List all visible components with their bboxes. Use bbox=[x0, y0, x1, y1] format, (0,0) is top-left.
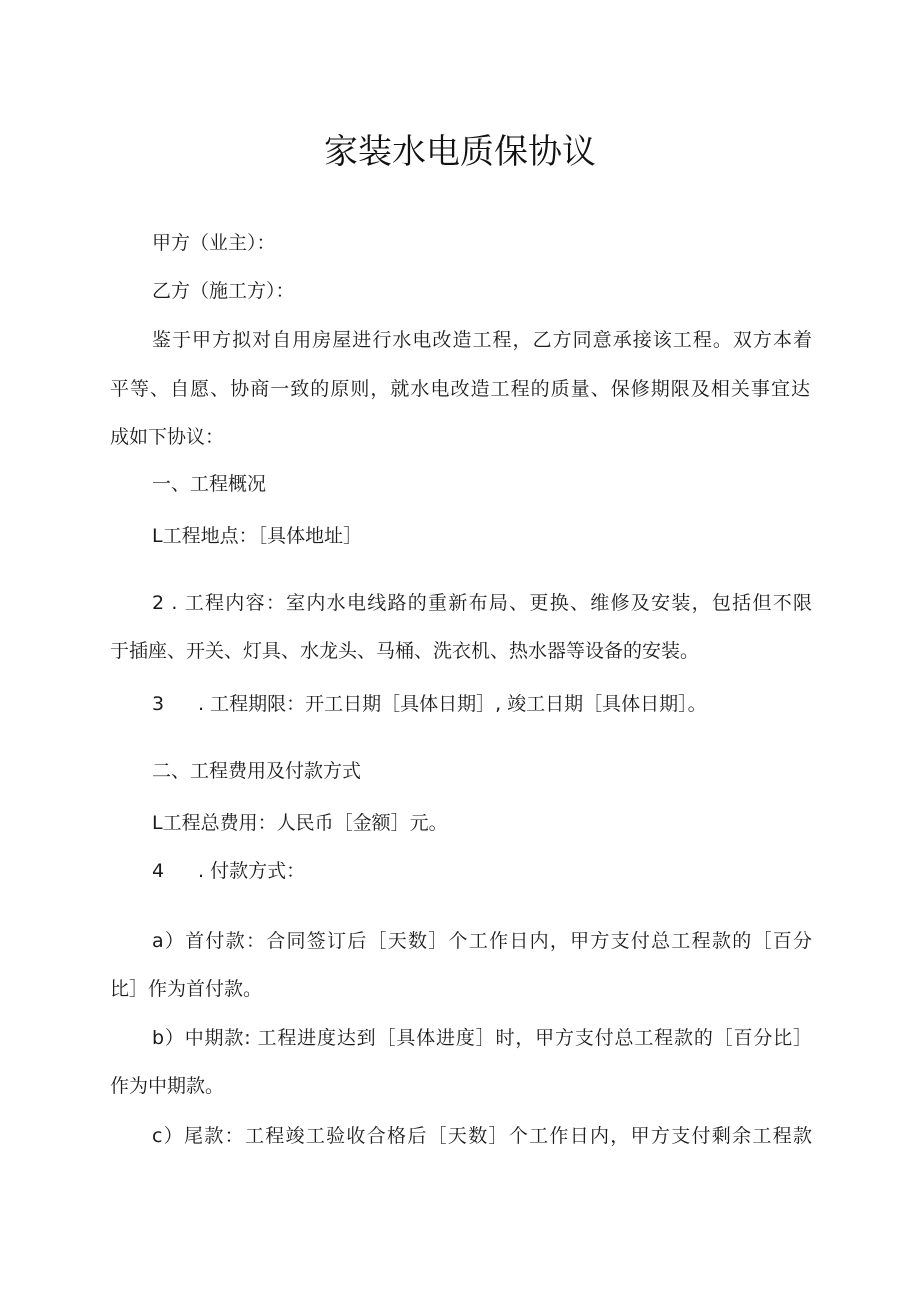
section-2-item-2 bbox=[152, 856, 812, 886]
section-1-item-2-line-2: 于插座、开关、灯具、水龙头、马桶、洗衣机、热水器等设备的安装。 bbox=[110, 640, 700, 662]
section-2-item-2-number: 4 bbox=[152, 860, 165, 882]
section-1-item-3-number: 3 bbox=[152, 693, 165, 715]
section-1-item-2-line-1: 2 . 工程内容：室内水电线路的重新布局、更换、维修及安装，包括但不限 bbox=[152, 592, 812, 614]
payment-b-line-1: b）中期款: 工程进度达到［具体进度］时，甲方支付总工程款的［百分比］ bbox=[152, 1027, 812, 1049]
section-2-heading: 二、工程费用及付款方式 bbox=[152, 760, 362, 782]
section-2-item-2-text: . 付款方式： bbox=[198, 860, 306, 882]
party-a-label: 甲方（业主）： bbox=[152, 232, 276, 254]
section-1-heading: 一、工程概况 bbox=[152, 473, 267, 495]
payment-b-line-2: 作为中期款。 bbox=[110, 1075, 225, 1097]
intro-line-2: 平等、自愿、协商一致的原则，就水电改造工程的质量、保修期限及相关事宜达 bbox=[110, 378, 810, 400]
section-1-item-3 bbox=[152, 689, 812, 719]
payment-c-line-1: c）尾款：工程竣工验收合格后［天数］个工作日内，甲方支付剩余工程款 bbox=[152, 1125, 812, 1147]
party-b-label: 乙方（施工方）： bbox=[152, 280, 295, 302]
intro-line-3: 成如下协议： bbox=[110, 426, 225, 448]
section-2-item-1: L工程总费用：人民币［金额］元。 bbox=[152, 812, 448, 834]
document-title: 家装水电质保协议 bbox=[324, 132, 596, 172]
section-1-item-3-text: . 工程期限：开工日期［具体日期］, 竣工日期［具体日期］。 bbox=[198, 693, 707, 715]
intro-line-1: 鉴于甲方拟对自用房屋进行水电改造工程，乙方同意承接该工程。双方本着 bbox=[152, 329, 812, 351]
payment-a-line-1: a）首付款：合同签订后［天数］个工作日内，甲方支付总工程款的［百分 bbox=[152, 930, 812, 952]
section-1-item-1: L工程地点：［具体地址］ bbox=[152, 525, 363, 547]
payment-a-line-2: 比］作为首付款。 bbox=[110, 978, 263, 1000]
